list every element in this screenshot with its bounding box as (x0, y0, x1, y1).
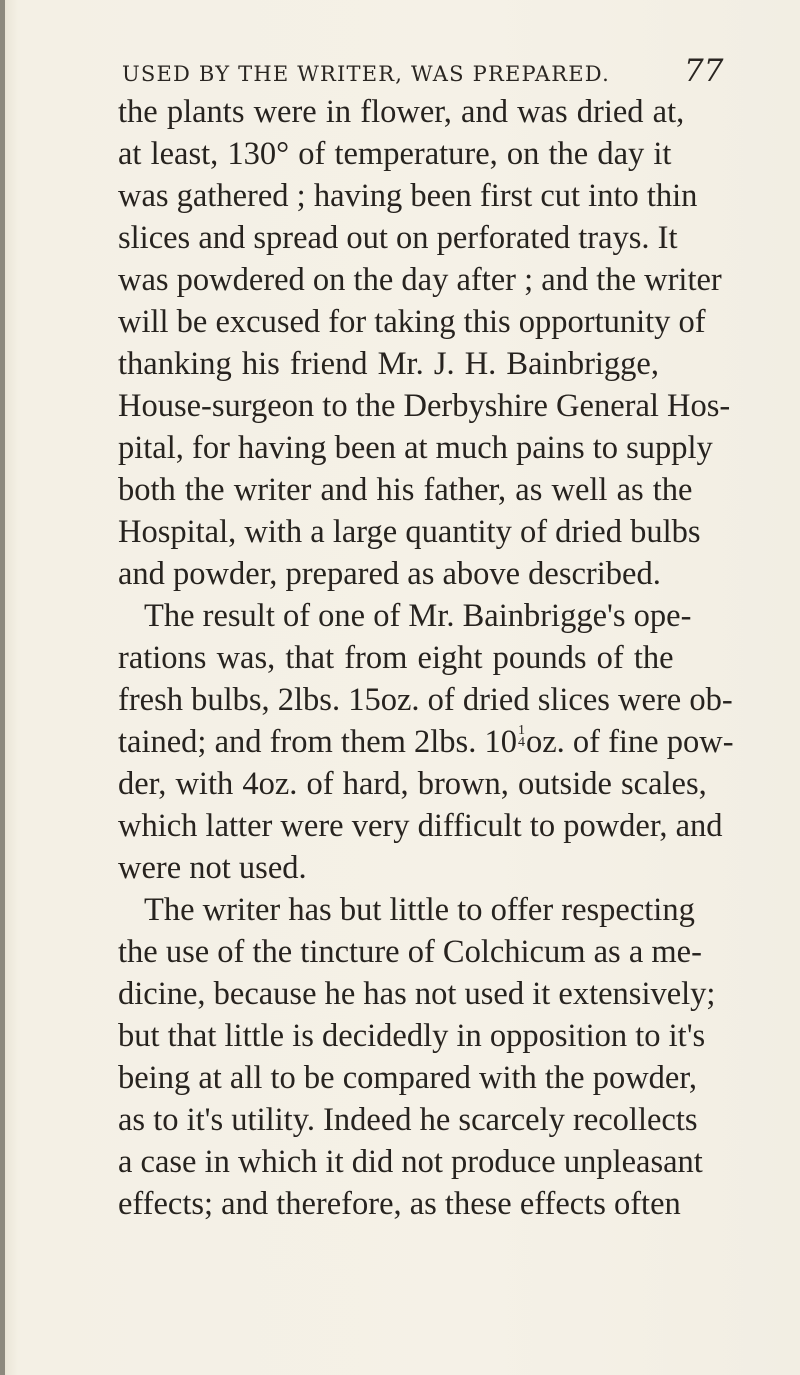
text-line: House-surgeon to the Derbyshire General Hos- (118, 388, 731, 424)
text-line: slices and spread out on perforated trays. It (118, 220, 678, 256)
text-line: Hospital, with a large quantity of dried bulbs (118, 514, 701, 550)
text-line: The writer has but little to offer respecting (144, 892, 695, 928)
page-binding-edge (0, 0, 5, 1375)
text-line: and powder, prepared as above described. (118, 556, 661, 592)
text-line: effects; and therefore, as these effects often (118, 1186, 681, 1222)
text-line: pital, for having been at much pains to supply (118, 430, 713, 466)
text-line: both the writer and his father, as well as the (118, 472, 693, 508)
text-line: der, with 4oz. of hard, brown, outside scales, (118, 766, 707, 802)
text-line: thanking his friend Mr. J. H. Bainbrigge, (118, 346, 659, 382)
fraction-denominator: 4 (517, 735, 525, 750)
running-head: USED BY THE WRITER, WAS PREPARED. (122, 62, 610, 86)
text-line: as to it's utility. Indeed he scarcely recollects (118, 1102, 698, 1138)
text-line: were not used. (118, 850, 307, 886)
text-line: will be excused for taking this opportunity of (118, 304, 706, 340)
text-line: the plants were in flower, and was dried at, (118, 94, 685, 130)
text-line: dicine, because he has not used it extensively; (118, 976, 716, 1012)
text-segment: oz. of fine pow- (525, 724, 734, 760)
text-line: being at all to be compared with the powder, (118, 1060, 698, 1096)
text-line: the use of the tincture of Colchicum as a me- (118, 934, 702, 970)
fraction-numerator: 1 (517, 723, 525, 738)
page-number: 77 (684, 53, 724, 89)
text-line: a case in which it did not produce unpleasant (118, 1144, 703, 1180)
text-line: fresh bulbs, 2lbs. 15oz. of dried slices were ob- (118, 682, 733, 718)
fraction-quarter (517, 725, 526, 749)
text-line: was powdered on the day after ; and the writer (118, 262, 722, 298)
text-segment: tained; and from them 2lbs. 10 (118, 724, 517, 760)
text-line: but that little is decidedly in opposition to it's (118, 1018, 706, 1054)
text-line: was gathered ; having been first cut into thin (118, 178, 698, 214)
text-line-with-fraction (118, 720, 734, 764)
text-line: at least, 130° of temperature, on the day it (118, 136, 672, 172)
text-line: The result of one of Mr. Bainbrigge's ope- (144, 598, 692, 634)
text-line: rations was, that from eight pounds of the (118, 640, 674, 676)
text-line: which latter were very difficult to powder, and (118, 808, 723, 844)
